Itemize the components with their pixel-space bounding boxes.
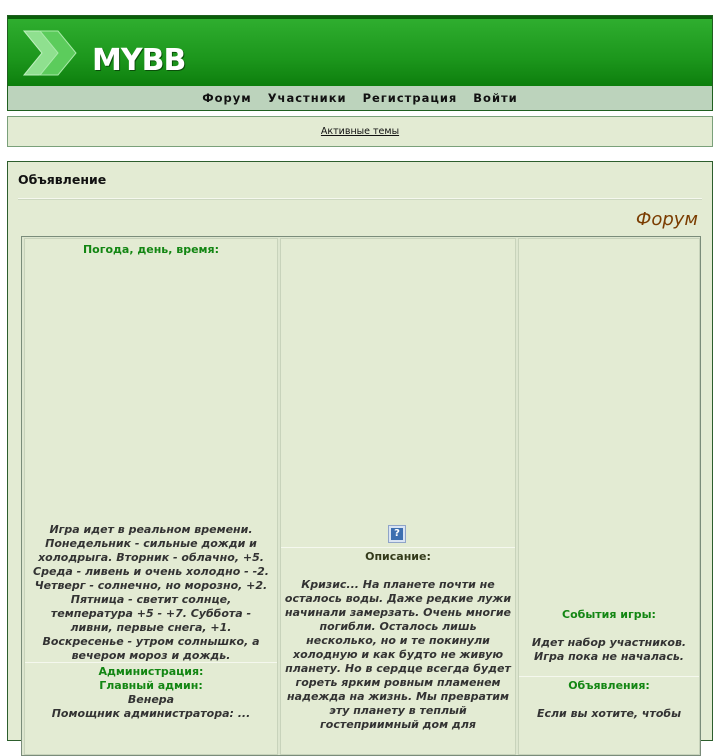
announcement-table (21, 236, 701, 756)
description-column (280, 238, 516, 755)
header-banner (8, 16, 712, 86)
weather-text: Игра идет в реальном времени. Понедельник - сильные дожди и холодрыга. Вторник - облачно, +5. Среда - ливень и очень холодно - -2. Четверг - солнечно, но морозно, +2. Пятница - светит солнце, температура +5 - +7. Суббота - ливни, первые снега, +1. Воскресенье - утром солнышко, а вечером мороз и дождь. (33, 523, 269, 662)
nav-forum[interactable]: Форум (202, 91, 252, 105)
ads-heading: Объявления: (568, 679, 650, 692)
ads-text: Если вы хотите, чтобы (536, 707, 682, 720)
divider (281, 547, 515, 548)
nav-login[interactable]: Войти (473, 91, 518, 105)
forum-header (7, 15, 713, 111)
help-icon[interactable]: ? (388, 525, 406, 543)
admin-heading: Администрация: (98, 665, 204, 678)
logo-text: MYBB (92, 43, 186, 78)
description-text: Кризис... На планете почти не осталось воды. Даже редкие лужи начинали замерзать. Очень многие погибли. Осталось лишь несколько, но и те покинули холодную и как будто не живую планету. Но в сердце всегда будет гореть ярким ровным пламенем надежда на жизнь. Мы превратим эту планету в теплый гостеприимный дом для (284, 578, 512, 731)
description-heading: Описание: (365, 550, 431, 563)
main-navigation (8, 86, 712, 110)
divider (18, 198, 702, 200)
main-admin-heading: Главный админ: (99, 679, 203, 692)
forum-heading: Форум (635, 209, 698, 230)
forum-logo[interactable] (20, 27, 186, 79)
active-topics-link[interactable]: Активные темы (320, 126, 400, 137)
events-heading: События игры: (562, 608, 656, 621)
main-admin-name: Венера (127, 693, 175, 706)
chevron-logo-icon (20, 27, 80, 79)
divider (519, 676, 699, 677)
assistant-admin: Помощник администратора: ... (51, 707, 251, 720)
events-column (518, 238, 700, 755)
announcement-title: Объявление (18, 172, 107, 187)
nav-register[interactable]: Регистрация (362, 91, 458, 105)
weather-column (24, 238, 278, 755)
active-topics-box (7, 116, 713, 147)
events-text: Идет набор участников. Игра пока не началась. (531, 636, 687, 663)
announcement-panel (7, 161, 713, 741)
weather-heading: Погода, день, время: (82, 243, 220, 256)
nav-members[interactable]: Участники (267, 91, 347, 105)
divider (25, 662, 277, 663)
